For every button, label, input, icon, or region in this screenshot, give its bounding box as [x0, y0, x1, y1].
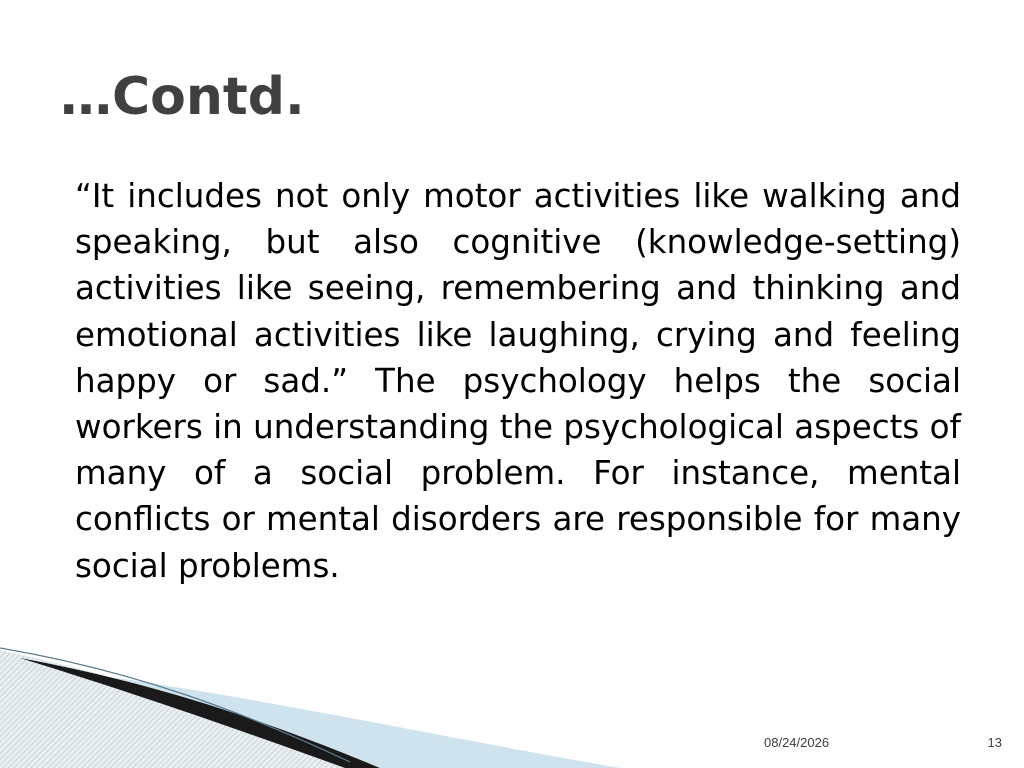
corner-swoosh-decoration	[0, 640, 620, 768]
footer-page-number: 13	[987, 735, 1002, 750]
slide-title: …Contd.	[60, 67, 305, 127]
footer-date: 08/24/2026	[764, 735, 830, 750]
slide-body-text: “It includes not only motor activities like walking and speaking, but also cognitive (knowledge-setting) activities like seeing, remembering and thinking and emotional activities like laughing, crying and feeling happy or sad.” The psychology helps the social workers in understanding the psychological aspects of many of a social problem. For instance, mental conflicts or mental disorders are responsible for many social problems.	[75, 177, 961, 585]
